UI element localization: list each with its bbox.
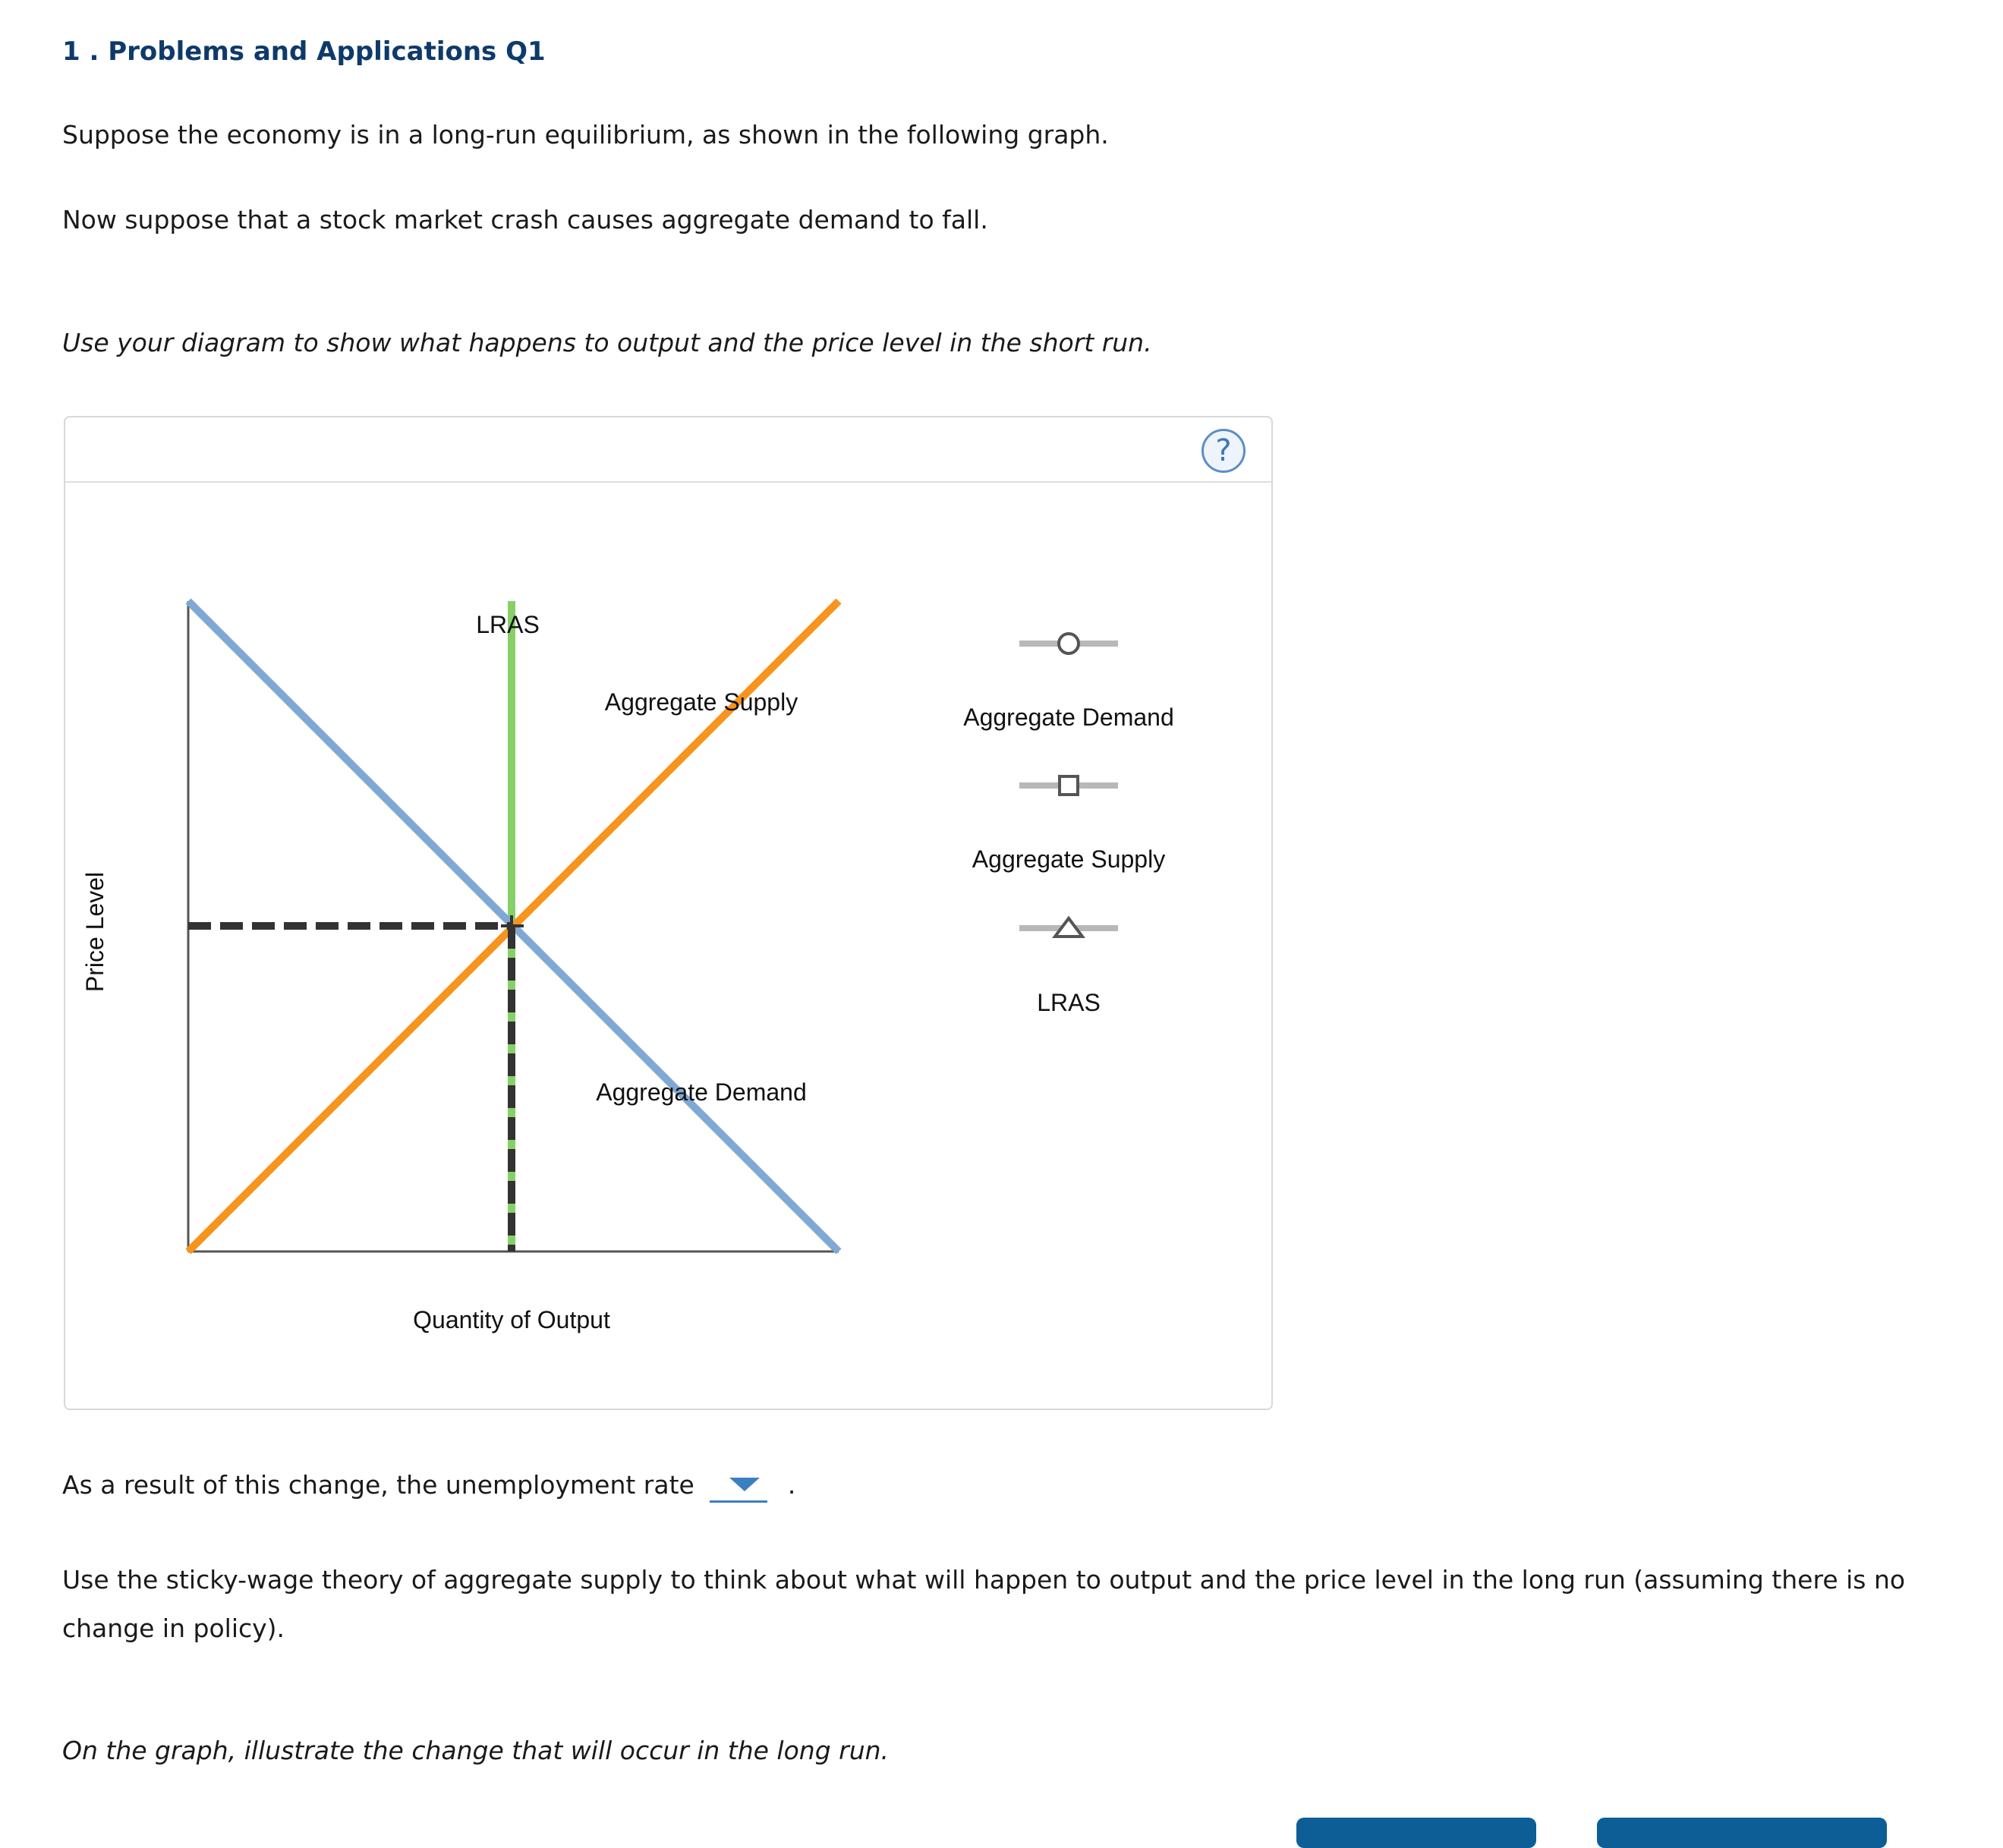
- short-run-instruction: Use your diagram to show what happens to output and the price level in the short run.: [62, 328, 1152, 357]
- action-button-2[interactable]: [1597, 1818, 1887, 1848]
- problem-title: 1 . Problems and Applications Q1: [62, 36, 546, 67]
- unemployment-suffix: .: [787, 1470, 796, 1500]
- intro-paragraph-2: Now suppose that a stock market crash causes aggregate demand to fall.: [62, 205, 988, 235]
- help-icon[interactable]: ?: [1201, 429, 1246, 473]
- palette-aggregate-supply[interactable]: [972, 776, 1165, 873]
- action-button-1[interactable]: [1296, 1818, 1536, 1848]
- aggregate-demand-label: Aggregate Demand: [596, 1078, 807, 1106]
- palette-lras[interactable]: [1019, 918, 1118, 1016]
- graph-panel: [64, 416, 1273, 1410]
- lras-label: LRAS: [476, 611, 540, 638]
- sticky-wage-paragraph: Use the sticky-wage theory of aggregate supply to think about what will happen to output and the price level in the long run (assuming there is no change in policy).: [62, 1565, 1906, 1643]
- graph-canvas[interactable]: [65, 417, 1274, 1412]
- unemployment-question: [62, 1461, 795, 1510]
- chevron-down-icon: [729, 1478, 760, 1491]
- long-run-instruction: On the graph, illustrate the change that will occur in the long run.: [62, 1736, 890, 1765]
- circle-icon: [1059, 634, 1079, 653]
- y-axis-label: Price Level: [81, 871, 109, 993]
- x-axis-label: Quantity of Output: [413, 1306, 610, 1333]
- unemployment-dropdown[interactable]: [710, 1470, 767, 1503]
- palette-as-label: Aggregate Supply: [972, 845, 1166, 873]
- palette-aggregate-demand[interactable]: [963, 634, 1174, 731]
- intro-paragraph-1: Suppose the economy is in a long-run equilibrium, as shown in the following graph.: [62, 120, 1109, 150]
- square-icon: [1060, 776, 1078, 795]
- palette-lras-label: LRAS: [1037, 989, 1101, 1016]
- aggregate-supply-label: Aggregate Supply: [604, 688, 798, 716]
- unemployment-prefix: As a result of this change, the unemployment rate: [62, 1470, 694, 1500]
- palette-ad-label: Aggregate Demand: [963, 704, 1174, 731]
